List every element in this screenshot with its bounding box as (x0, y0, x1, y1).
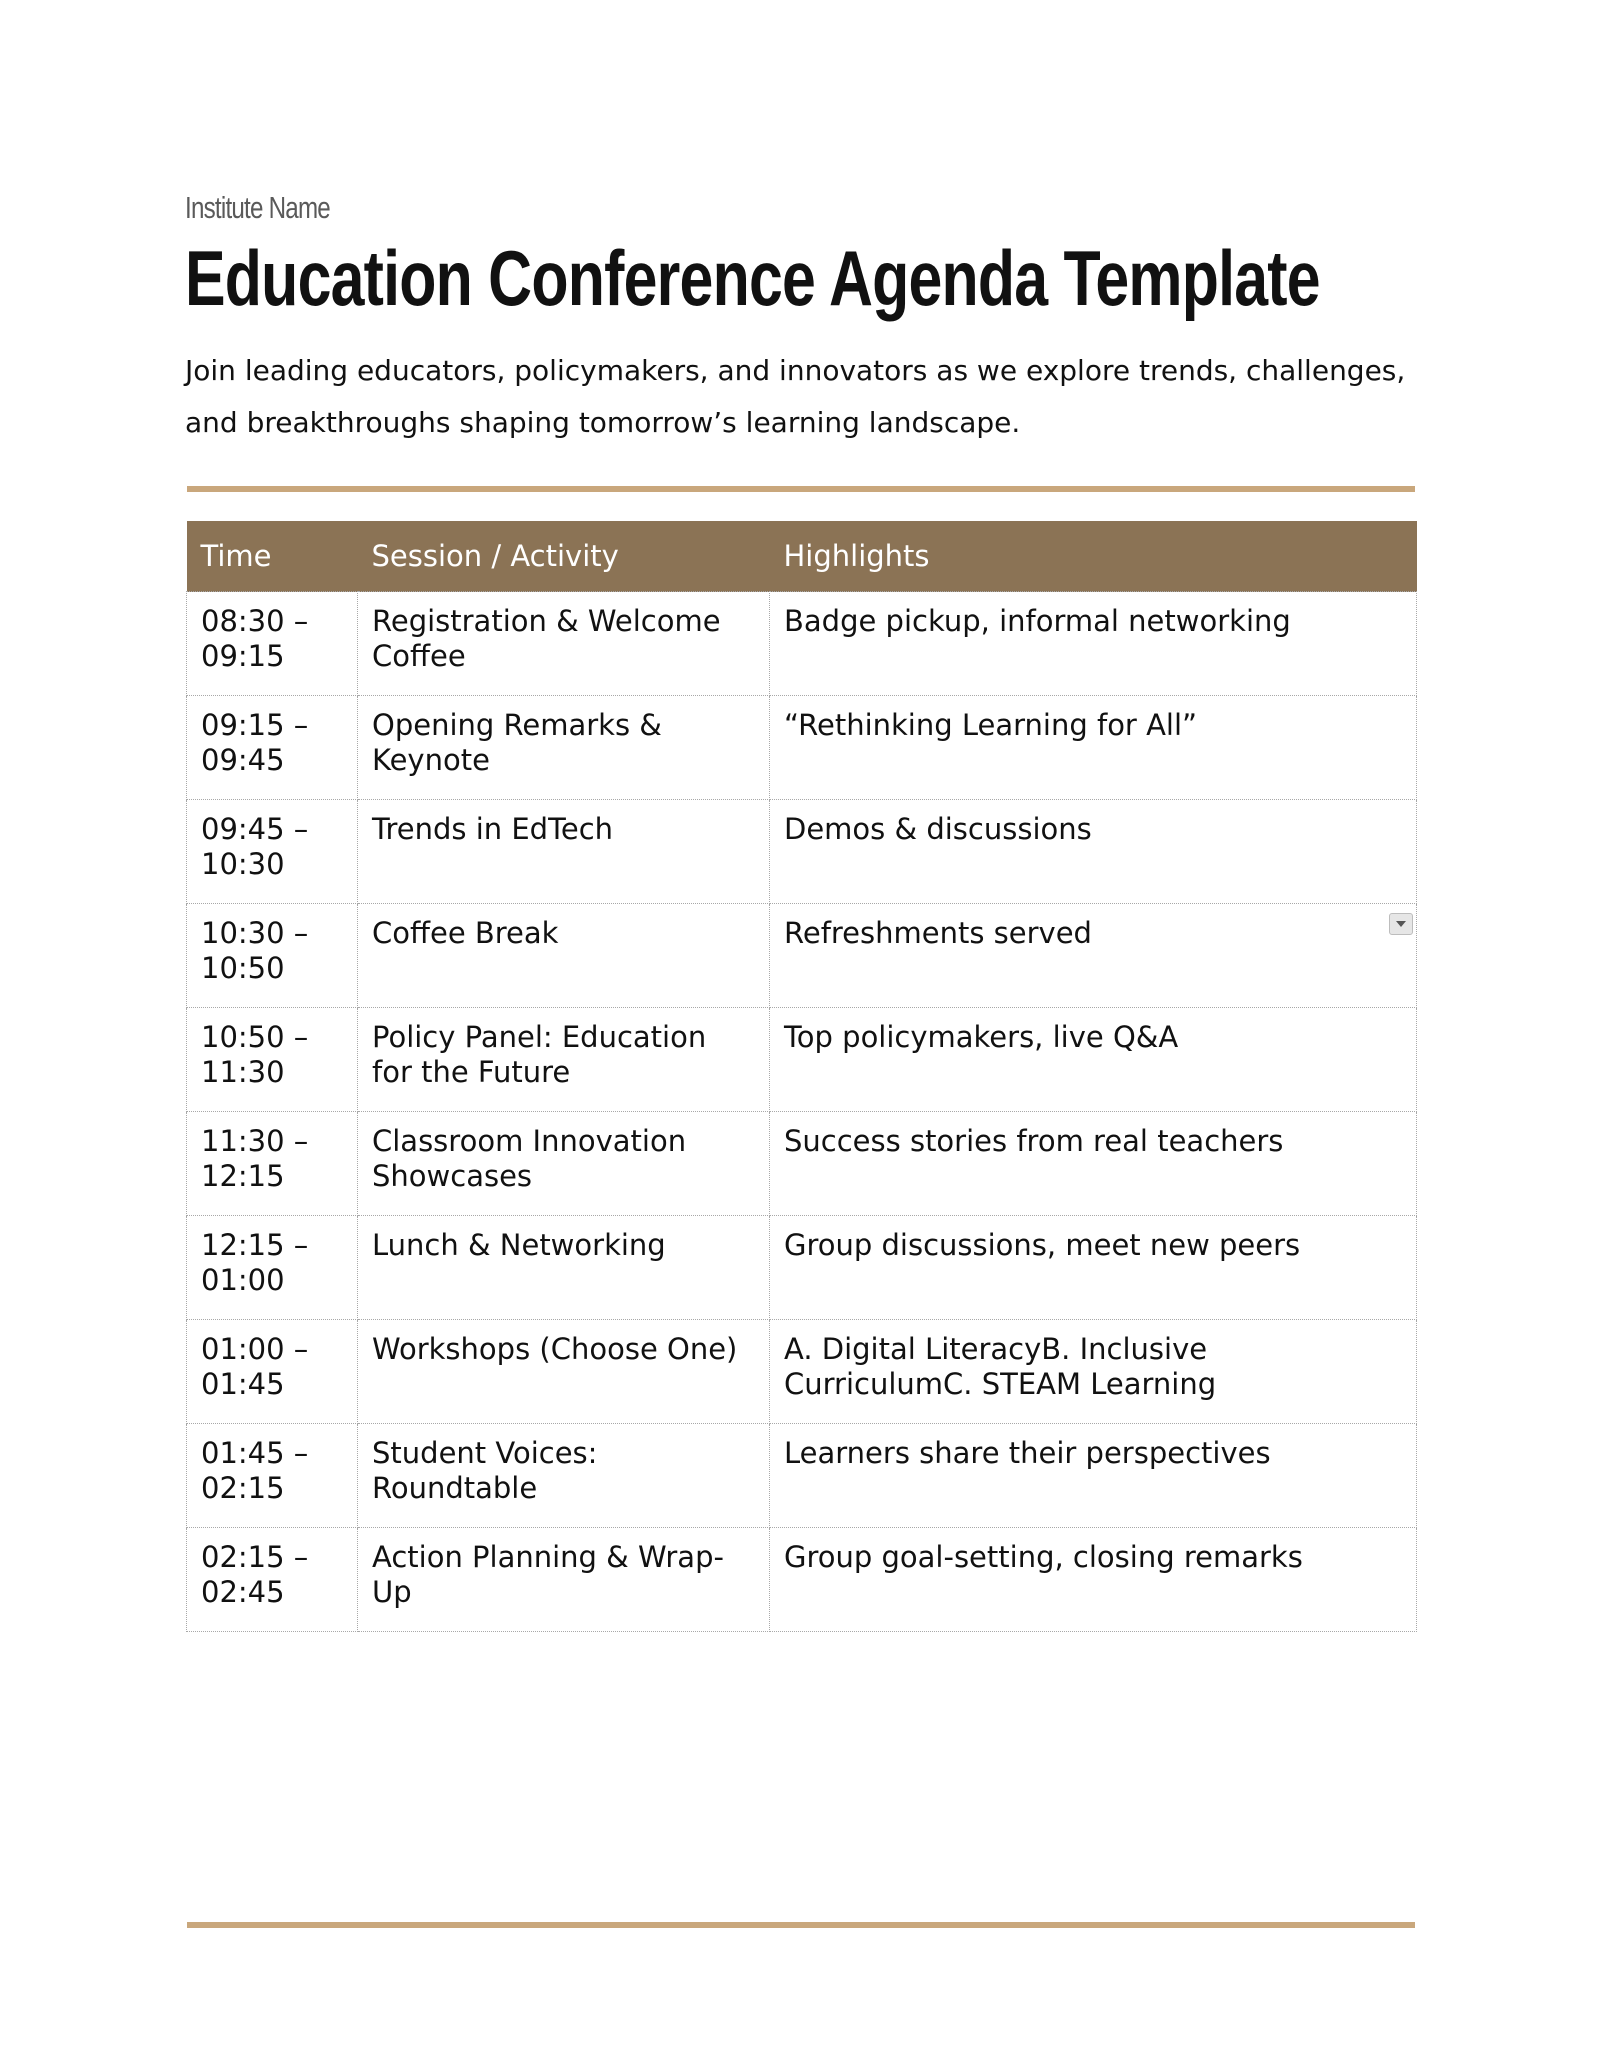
table-row (187, 1008, 1417, 1112)
header-highlights: Highlights (770, 521, 1417, 592)
dropdown-arrow-icon[interactable] (1389, 913, 1413, 935)
cell-session: Trends in EdTech (358, 800, 770, 904)
table-row (187, 1216, 1417, 1320)
agenda-table (186, 521, 1417, 1632)
table-row (187, 1424, 1417, 1528)
cell-session: Policy Panel: Education for the Future (358, 1008, 770, 1112)
table-row (187, 592, 1417, 696)
cell-highlights: Badge pickup, informal networking (770, 592, 1417, 696)
cell-time: 11:30 – 12:15 (187, 1112, 358, 1216)
cell-session: Lunch & Networking (358, 1216, 770, 1320)
header-session: Session / Activity (358, 521, 770, 592)
cell-time: 01:45 – 02:15 (187, 1424, 358, 1528)
cell-highlights: Group goal-setting, closing remarks (770, 1528, 1417, 1632)
cell-time: 10:30 – 10:50 (187, 904, 358, 1008)
cell-time: 12:15 – 01:00 (187, 1216, 358, 1320)
institute-name: Institute Name (185, 190, 330, 225)
cell-session: Coffee Break (358, 904, 770, 1008)
cell-time: 10:50 – 11:30 (187, 1008, 358, 1112)
cell-highlights: Demos & discussions (770, 800, 1417, 904)
cell-highlights-text: Refreshments served (784, 916, 1092, 950)
table-row (187, 696, 1417, 800)
table-row (187, 1528, 1417, 1632)
intro-paragraph: Join leading educators, policymakers, and innovators as we explore trends, challenges, and breakthroughs shaping tomorrow’s learning landscape. (185, 354, 1406, 439)
cell-session: Workshops (Choose One) (358, 1320, 770, 1424)
cell-highlights: A. Digital LiteracyB. Inclusive CurriculumC. STEAM Learning (770, 1320, 1417, 1424)
table-row (187, 1112, 1417, 1216)
cell-time: 02:15 – 02:45 (187, 1528, 358, 1632)
cell-time: 09:45 – 10:30 (187, 800, 358, 904)
bottom-divider (187, 1922, 1415, 1928)
table-row (187, 1320, 1417, 1424)
cell-time: 08:30 – 09:15 (187, 592, 358, 696)
cell-session: Opening Remarks & Keynote (358, 696, 770, 800)
page-title: Education Conference Agenda Template (185, 234, 1320, 322)
cell-highlights: Group discussions, meet new peers (770, 1216, 1417, 1320)
table-row (187, 800, 1417, 904)
table-row (187, 904, 1417, 1008)
cell-session: Action Planning & Wrap-Up (358, 1528, 770, 1632)
cell-time: 09:15 – 09:45 (187, 696, 358, 800)
cell-session: Classroom Innovation Showcases (358, 1112, 770, 1216)
table-header-row (187, 521, 1417, 592)
cell-highlights: Learners share their perspectives (770, 1424, 1417, 1528)
cell-session: Student Voices: Roundtable (358, 1424, 770, 1528)
cell-session: Registration & Welcome Coffee (358, 592, 770, 696)
top-divider (187, 486, 1415, 492)
cell-time: 01:00 – 01:45 (187, 1320, 358, 1424)
cell-highlights: “Rethinking Learning for All” (770, 696, 1417, 800)
cell-highlights: Success stories from real teachers (770, 1112, 1417, 1216)
header-time: Time (187, 521, 358, 592)
cell-highlights: Top policymakers, live Q&A (770, 1008, 1417, 1112)
cell-highlights-with-dropdown (770, 904, 1417, 1008)
